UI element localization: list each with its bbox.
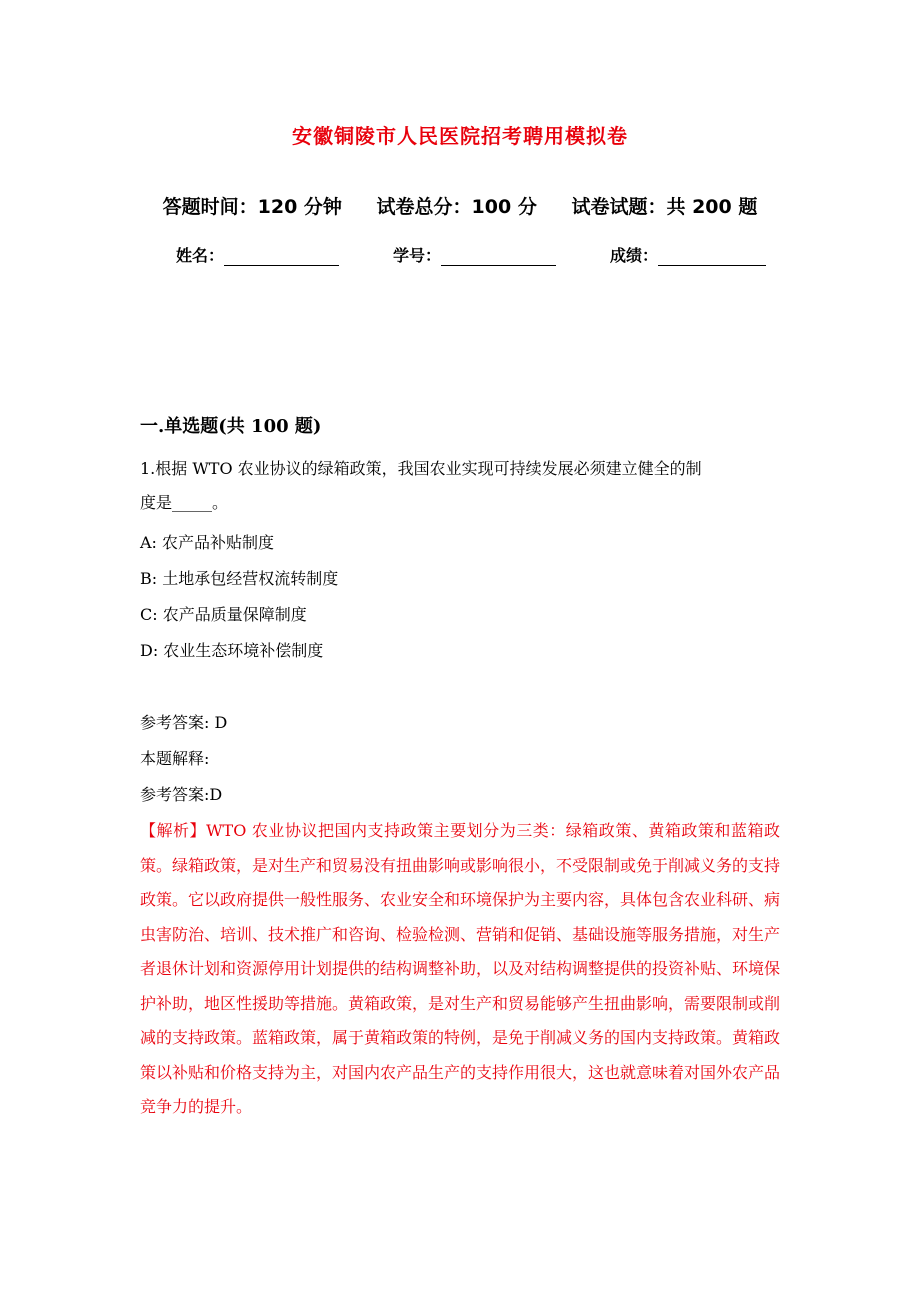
question-stem-line-1: 1.根据 WTO 农业协议的绿箱政策，我国农业实现可持续发展必须建立健全的制 — [140, 459, 702, 478]
score-blank[interactable] — [658, 248, 766, 266]
score-label: 成绩： — [610, 246, 659, 265]
score-field — [610, 243, 766, 266]
student-id-label: 学号： — [393, 246, 442, 265]
option-d: D: 农业生态环境补偿制度 — [140, 641, 324, 660]
name-label: 姓名： — [176, 246, 225, 265]
name-blank[interactable] — [224, 248, 339, 266]
section-heading: 一.单选题(共 100 题) — [140, 416, 322, 437]
option-a: A: 农产品补贴制度 — [140, 533, 275, 552]
option-c: C: 农产品质量保障制度 — [140, 605, 307, 624]
question-stem — [140, 452, 780, 520]
option-b: B: 土地承包经营权流转制度 — [140, 569, 339, 588]
exam-title: 安徽铜陵市人民医院招考聘用模拟卷 — [292, 124, 628, 148]
name-field — [176, 243, 339, 266]
exam-time: 答题时间：120 分钟 — [162, 196, 342, 218]
reference-answer: 参考答案: D — [140, 713, 228, 732]
question-stem-line-2: 度是_____。 — [140, 493, 229, 512]
explanation-label: 本题解释: — [140, 749, 210, 768]
exam-total-questions: 试卷试题：共 200 题 — [571, 196, 758, 218]
student-id-field — [393, 243, 556, 266]
exam-total-score: 试卷总分：100 分 — [376, 196, 537, 218]
exam-meta-row — [0, 192, 920, 219]
student-id-blank[interactable] — [441, 248, 556, 266]
reference-answer-2: 参考答案:D — [140, 785, 223, 804]
analysis-text: 【解析】WTO 农业协议把国内支持政策主要划分为三类：绿箱政策、黄箱政策和蓝箱政策。绿箱政策，是对生产和贸易没有扭曲影响或影响很小，不受限制或免于削减义务的支持政策。它以政府提供一般性服务、农业安全和环境保护为主要内容，具体包含农业科研、病虫害防治、培训、技术推广和咨询、检验检测、营销和促销、基础设施等服务措施，对生产者退休计划和资源停用计划提供的结构调整补助，以及对结构调整提供的投资补贴、环境保护补助，地区性援助等措施。黄箱政策，是对生产和贸易能够产生扭曲影响，需要限制或削减的支持政策。蓝箱政策，属于黄箱政策的特例，是免于削减义务的国内支持政策。黄箱政策以补贴和价格支持为主，对国内农产品生产的支持作用很大，这也就意味着对国外农产品竞争力的提升。 — [140, 821, 781, 1116]
